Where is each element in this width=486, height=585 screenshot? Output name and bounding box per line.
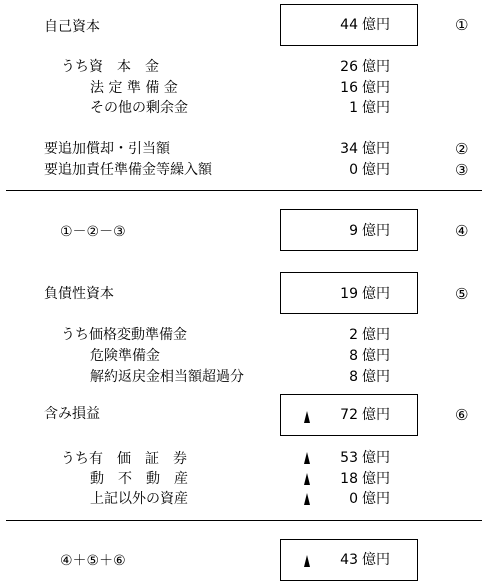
value-add-reserve: 0: [349, 162, 358, 178]
unit-securities: 億円: [362, 450, 390, 466]
value-equity: 44: [340, 17, 358, 33]
unit-other-assets: 億円: [362, 491, 390, 507]
label-calc2: ④＋⑤＋⑥: [60, 553, 126, 569]
marker-5: ⑤: [455, 285, 469, 303]
label-risk-reserve: 危険準備金: [90, 348, 160, 364]
unit-real-estate: 億円: [362, 471, 390, 487]
label-other-assets: 上記以外の資産: [90, 491, 188, 507]
value-unrealized: 72: [340, 407, 358, 423]
unit-capital: 億円: [362, 59, 390, 75]
unit-other-surplus: 億円: [362, 100, 390, 116]
unit-surrender-excess: 億円: [362, 369, 390, 385]
unit-risk-reserve: 億円: [362, 348, 390, 364]
label-calc1: ①－②－③: [60, 224, 126, 240]
label-capital: うち資 本 金: [61, 59, 159, 75]
unit-add-reserve: 億円: [362, 162, 390, 178]
value-add-depreciation: 34: [340, 141, 358, 157]
unit-liability-capital: 億円: [362, 286, 390, 302]
value-capital: 26: [340, 59, 358, 75]
marker-3: ③: [455, 161, 469, 179]
unit-unrealized: 億円: [362, 407, 390, 423]
value-other-assets: 0: [349, 491, 358, 507]
label-securities: うち有 価 証 券: [61, 451, 187, 467]
divider-1: [6, 190, 482, 191]
label-legal-reserve: 法 定 準 備 金: [90, 80, 178, 96]
unit-legal-reserve: 億円: [362, 80, 390, 96]
marker-4: ④: [455, 222, 469, 240]
value-other-surplus: 1: [349, 100, 358, 116]
value-liability-capital: 19: [340, 286, 358, 302]
value-risk-reserve: 8: [349, 348, 358, 364]
value-calc2: 43: [340, 552, 358, 568]
value-surrender-excess: 8: [349, 369, 358, 385]
label-unrealized: 含み損益: [44, 406, 100, 422]
unit-price-reserve: 億円: [362, 327, 390, 343]
value-legal-reserve: 16: [340, 80, 358, 96]
unit-calc1: 億円: [362, 223, 390, 239]
marker-1: ①: [455, 16, 469, 34]
value-securities: 53: [340, 450, 358, 466]
marker-2: ②: [455, 140, 469, 158]
unit-calc2: 億円: [362, 552, 390, 568]
label-other-surplus: その他の剰余金: [90, 100, 188, 116]
label-equity: 自己資本: [44, 19, 100, 35]
label-liability-capital: 負債性資本: [44, 286, 114, 302]
unit-equity: 億円: [362, 17, 390, 33]
label-price-reserve: うち価格変動準備金: [61, 327, 187, 343]
value-real-estate: 18: [340, 471, 358, 487]
value-price-reserve: 2: [349, 327, 358, 343]
label-real-estate: 動 不 動 産: [90, 471, 188, 487]
marker-6: ⑥: [455, 406, 469, 424]
label-add-depreciation: 要追加償却・引当額: [44, 141, 170, 157]
divider-2: [6, 520, 482, 521]
value-calc1: 9: [349, 223, 358, 239]
label-add-reserve: 要追加責任準備金等繰入額: [44, 162, 212, 178]
unit-add-depreciation: 億円: [362, 141, 390, 157]
label-surrender-excess: 解約返戻金相当額超過分: [90, 369, 244, 385]
